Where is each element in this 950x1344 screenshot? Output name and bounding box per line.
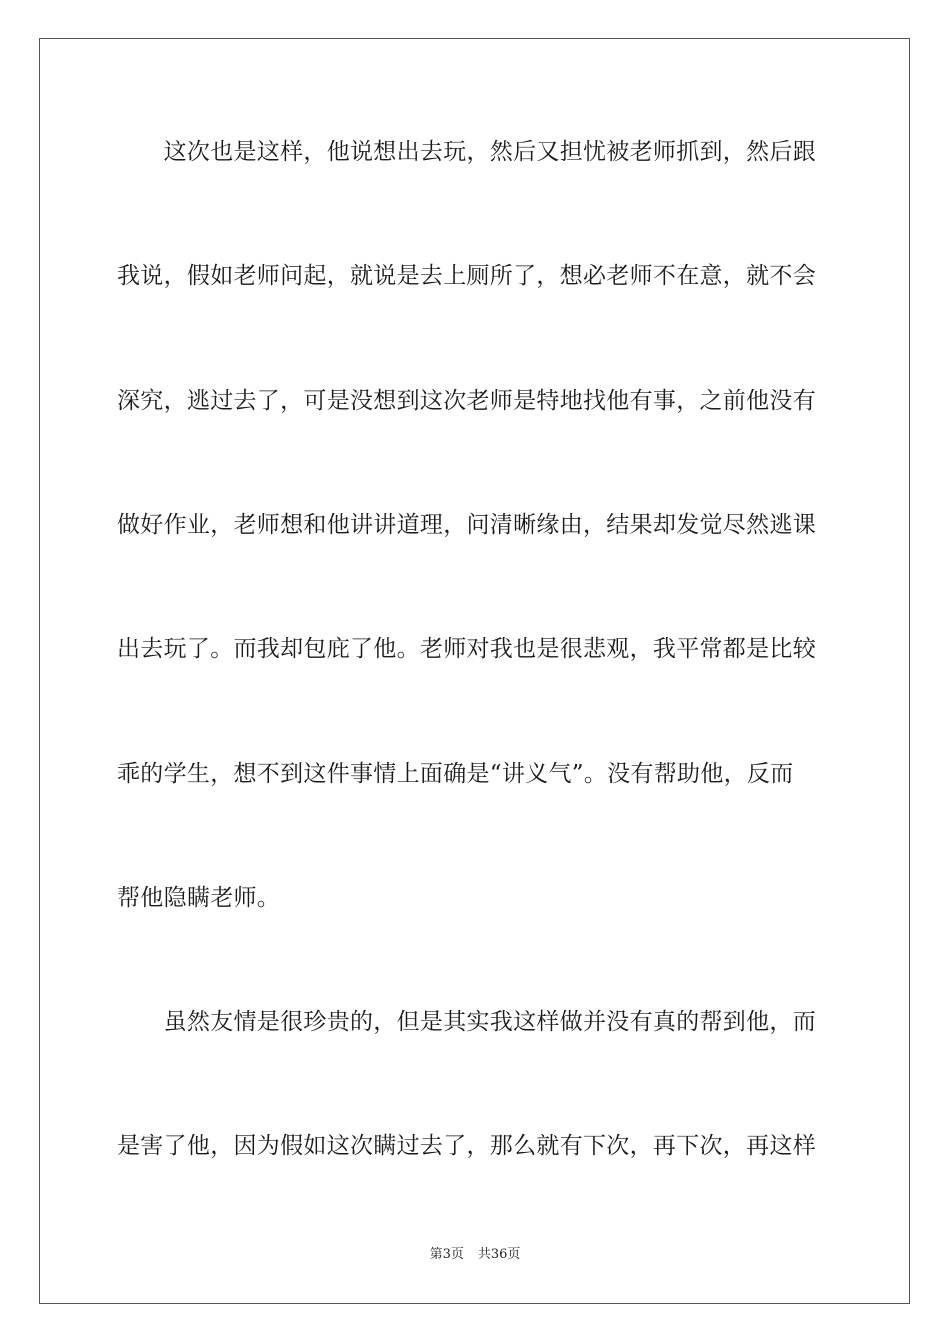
paragraph-line-9: 是害了他，因为假如这次瞒过去了，那么就有下次，再下次，再这样: [117, 1133, 816, 1159]
paragraph-line-3: 深究，逃过去了，可是没想到这次老师是特地找他有事，之前他没有: [117, 388, 816, 414]
paragraph-line-7: 帮他隐瞒老师。: [117, 885, 281, 911]
paragraph-line-8: 虽然友情是很珍贵的，但是其实我这样做并没有真的帮到他，而: [117, 1009, 816, 1035]
paragraph-line-6: 乖的学生，想不到这件事情上面确是“讲义气”。没有帮助他，反而: [117, 761, 794, 787]
paragraph-line-4: 做好作业，老师想和他讲讲道理，问清晰缘由，结果却发觉尽然逃课: [117, 512, 816, 538]
page-border: [39, 38, 910, 1304]
paragraph-line-1: 这次也是这样，他说想出去玩，然后又担忧被老师抓到，然后跟: [117, 139, 816, 165]
total-pages: 共36页: [477, 1247, 521, 1262]
page-number: 第3页: [429, 1247, 464, 1262]
page-footer: [0, 1246, 950, 1264]
paragraph-line-5: 出去玩了。而我却包庇了他。老师对我也是很悲观，我平常都是比较: [117, 636, 816, 662]
paragraph-line-2: 我说，假如老师问起，就说是去上厕所了，想必老师不在意，就不会: [117, 263, 816, 289]
